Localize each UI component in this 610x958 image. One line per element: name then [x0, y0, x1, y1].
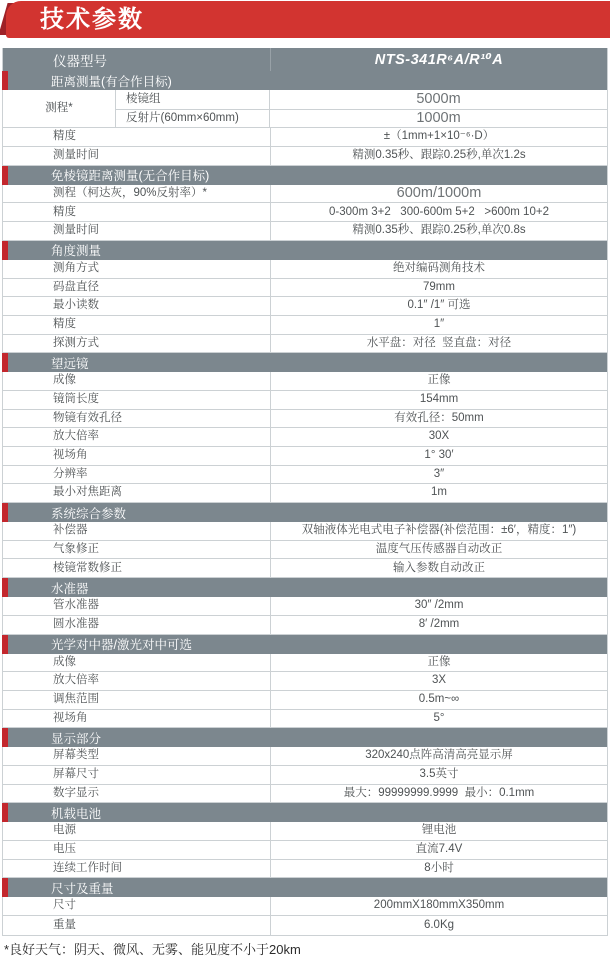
- section-marker-icon: [2, 503, 8, 522]
- section-header: [3, 71, 607, 90]
- spec-value: 精测0.35秒、跟踪0.25秒,单次1.2s: [352, 149, 526, 162]
- spec-row: [3, 279, 607, 298]
- section-marker-icon: [2, 635, 8, 654]
- spec-row: [3, 222, 607, 241]
- spec-label: 调焦范围: [3, 691, 271, 709]
- spec-row: [3, 616, 607, 635]
- spec-row: [3, 747, 607, 766]
- spec-value: 600m/1000m: [396, 185, 482, 202]
- spec-value: 3X: [431, 674, 447, 687]
- spec-label: 补偿器: [3, 522, 271, 540]
- spec-label: 视场角: [3, 447, 271, 465]
- spec-label: 探测方式: [3, 335, 271, 353]
- spec-row: [3, 672, 607, 691]
- section-header: [3, 241, 607, 260]
- spec-label: 电源: [3, 822, 271, 840]
- spec-value: 8′ /2mm: [418, 617, 460, 630]
- spec-row: [3, 260, 607, 279]
- section-marker-icon: [2, 353, 8, 372]
- section-title: 望远镜: [51, 356, 89, 371]
- spec-value: 8小时: [424, 861, 454, 874]
- spec-value: 1000m: [416, 110, 461, 127]
- spec-label: 放大倍率: [3, 672, 271, 690]
- spec-row: [3, 391, 607, 410]
- spec-row: [3, 860, 607, 879]
- spec-value: 0-300m 3+2 300-600m 5+2 >600m 10+2: [329, 205, 549, 218]
- footnote: *良好天气：阴天、微风、无雾、能见度不小于20km: [4, 942, 301, 957]
- spec-value: 双轴液体光电式电子补偿器(补偿范围：±6′，精度：1″): [301, 524, 577, 537]
- spec-value: 精测0.35秒、跟踪0.25秒,单次0.8s: [352, 224, 526, 237]
- spec-sublabel: 反射片(60mm×60mm): [116, 110, 270, 128]
- spec-value: 3.5英寸: [419, 768, 459, 781]
- spec-label: 放大倍率: [3, 428, 271, 446]
- spec-row: [3, 428, 607, 447]
- spec-row: [3, 916, 607, 935]
- spec-value: ±（1mm+1×10⁻⁶·D）: [383, 130, 495, 143]
- section-header: [3, 166, 607, 185]
- spec-label: 数字显示: [3, 785, 271, 803]
- spec-label: 精度: [3, 203, 271, 221]
- spec-row: [3, 447, 607, 466]
- model-label: 仪器型号: [3, 48, 271, 71]
- spec-row: [3, 335, 607, 354]
- spec-value: 79mm: [423, 280, 455, 293]
- spec-row: [3, 559, 607, 578]
- section-marker-icon: [2, 578, 8, 597]
- spec-row: [3, 841, 607, 860]
- banner-background: [6, 1, 610, 38]
- spec-label: 测量时间: [3, 147, 271, 165]
- spec-label: 管水准器: [3, 597, 271, 615]
- spec-row: [3, 372, 607, 391]
- spec-label: 屏幕类型: [3, 747, 271, 765]
- spec-value: 0.1″ /1″ 可选: [407, 299, 471, 312]
- spec-table-body: [3, 71, 607, 935]
- spec-label: 屏幕尺寸: [3, 766, 271, 784]
- spec-label: 分辨率: [3, 466, 271, 484]
- spec-value: 1° 30′: [424, 449, 454, 462]
- spec-value: 锂电池: [421, 824, 457, 837]
- spec-label: 测角方式: [3, 260, 271, 278]
- spec-row: [3, 710, 607, 729]
- spec-row: [3, 897, 607, 916]
- section-marker-icon: [2, 71, 8, 90]
- spec-value: 输入参数自动改正: [393, 561, 485, 574]
- spec-value: 30″ /2mm: [414, 599, 464, 612]
- spec-row: [3, 484, 607, 503]
- title-banner: [0, 0, 610, 40]
- section-title: 尺寸及重量: [51, 881, 114, 896]
- section-marker-icon: [2, 166, 8, 185]
- section-title: 水准器: [51, 581, 89, 596]
- section-marker-icon: [2, 878, 8, 897]
- spec-row: [3, 147, 607, 166]
- spec-label: 圆水准器: [3, 616, 271, 634]
- spec-label: 成像: [3, 372, 271, 390]
- spec-row: [3, 822, 607, 841]
- spec-row: [3, 410, 607, 429]
- spec-row: [3, 128, 607, 147]
- spec-row: [3, 466, 607, 485]
- spec-label: 镜筒长度: [3, 391, 271, 409]
- spec-label: 最小对焦距离: [3, 484, 271, 502]
- spec-subrow: [116, 109, 607, 128]
- section-header: [3, 878, 607, 897]
- spec-row: [3, 297, 607, 316]
- section-header: [3, 503, 607, 522]
- spec-value: 正像: [427, 655, 451, 668]
- spec-label: 测量时间: [3, 222, 271, 240]
- spec-label: 测程*: [3, 90, 116, 127]
- spec-row: [3, 203, 607, 222]
- spec-label: 视场角: [3, 710, 271, 728]
- spec-value: 3″: [433, 467, 445, 480]
- spec-subrows: [116, 90, 607, 127]
- spec-row: [3, 785, 607, 804]
- section-title: 免棱镜距离测量(无合作目标): [51, 169, 210, 184]
- section-header: [3, 635, 607, 654]
- spec-value: 直流7.4V: [415, 843, 463, 856]
- spec-row: [3, 185, 607, 204]
- spec-row: [3, 691, 607, 710]
- spec-split-row: [3, 90, 607, 128]
- spec-row: [3, 654, 607, 673]
- spec-value: 200mmX180mmX350mm: [373, 899, 505, 912]
- section-marker-icon: [2, 728, 8, 747]
- section-title: 距离测量(有合作目标): [51, 74, 172, 89]
- section-title: 光学对中器/激光对中可选: [51, 638, 192, 652]
- spec-row: [3, 316, 607, 335]
- spec-sublabel: 棱镜组: [116, 90, 270, 109]
- spec-row: [3, 522, 607, 541]
- spec-value: 0.5m~∞: [418, 692, 460, 705]
- section-marker-icon: [2, 803, 8, 822]
- spec-label: 精度: [3, 316, 271, 334]
- spec-value: 6.0Kg: [423, 918, 455, 931]
- section-title: 系统综合参数: [51, 506, 127, 521]
- spec-table: [2, 48, 608, 936]
- section-title: 显示部分: [51, 731, 102, 746]
- section-header: [3, 728, 607, 747]
- spec-value: 30X: [428, 430, 450, 443]
- spec-value: 最大：99999999.9999 最小：0.1mm: [343, 786, 535, 799]
- spec-value: 1″: [433, 317, 445, 330]
- spec-label: 重量: [3, 916, 271, 935]
- spec-value: 154mm: [419, 393, 459, 406]
- spec-label: 棱镜常数修正: [3, 559, 271, 577]
- spec-label: 最小读数: [3, 297, 271, 315]
- spec-label: 气象修正: [3, 541, 271, 559]
- model-value: NTS-341R⁶A/R¹⁰A: [374, 51, 504, 68]
- spec-label: 电压: [3, 841, 271, 859]
- spec-label: 精度: [3, 128, 271, 146]
- spec-value: 5000m: [416, 91, 461, 108]
- spec-row: [3, 766, 607, 785]
- spec-label: 成像: [3, 654, 271, 672]
- section-title: 角度测量: [51, 244, 102, 259]
- spec-row: [3, 541, 607, 560]
- spec-value: 5°: [433, 711, 445, 724]
- spec-value: 320x240点阵高清高亮显示屏: [365, 749, 513, 762]
- model-row: [3, 48, 607, 71]
- section-header: [3, 578, 607, 597]
- spec-label: 物镜有效孔径: [3, 410, 271, 428]
- spec-value: 水平盘：对径 竖直盘：对径: [366, 336, 512, 349]
- spec-value: 有效孔径：50mm: [394, 411, 484, 424]
- spec-label: 测程（柯达灰，90%反射率）*: [3, 185, 271, 203]
- spec-value: 温度气压传感器自动改正: [375, 542, 503, 555]
- spec-row: [3, 597, 607, 616]
- section-marker-icon: [2, 241, 8, 260]
- spec-label: 码盘直径: [3, 279, 271, 297]
- section-header: [3, 803, 607, 822]
- page-title: 技术参数: [40, 6, 144, 33]
- spec-value: 绝对编码测角技术: [393, 261, 485, 274]
- section-header: [3, 353, 607, 372]
- spec-value: 正像: [427, 374, 451, 387]
- spec-subrow: [116, 90, 607, 109]
- spec-label: 连续工作时间: [3, 860, 271, 878]
- section-title: 机载电池: [51, 806, 102, 821]
- spec-value: 1m: [431, 486, 447, 499]
- spec-label: 尺寸: [3, 897, 271, 915]
